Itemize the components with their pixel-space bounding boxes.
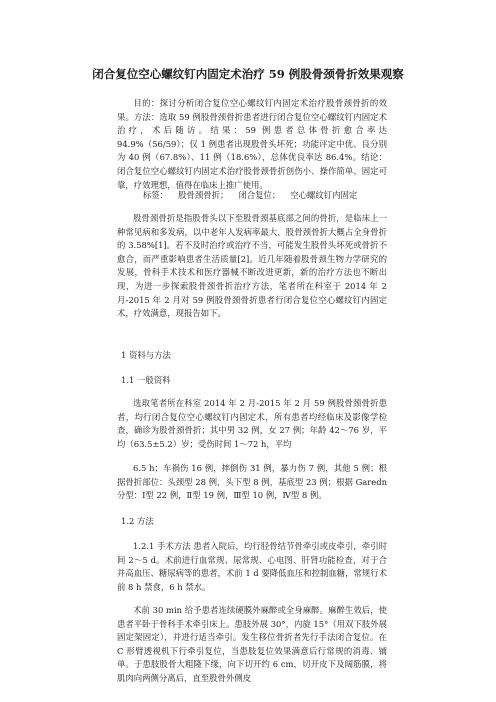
- abstract-text: 目的：探讨分析闭合复位空心螺纹钉内固定术治疗股骨颈骨折的效果。方法：选取 59 例股骨颈骨折患者进行闭合复位空心螺纹钉内固定术治疗，术后随访。结果：59 例患者总体骨折愈合率达 94.9%（56/59）；仅 1 例患者出现股骨头坏死；功能评定中优、良分别为 40 例（67.8%）、11 例（18.6%），总体优良率达 86.4%。结论：闭合复位空心螺纹钉内固定术治疗股骨颈骨折创伤小、操作简单、固定可靠，疗效理想，值得在临床上推广使用。: [117, 98, 387, 190]
- intro-text: 股骨颈骨折是指股骨头以下至股骨颈基底部之间的骨折，是临床上一种常见病和多发病，以中老年人发病率最大，股骨颈骨折大概占全身骨折的 3.58%[1]。若不及时治疗或治疗不当，可能发生股骨头坏死或骨折不愈合，而严重影响患者生活质量[2]。近几年随着股骨颈生物力学研究的发展，骨科手术技术和医疗器械不断改进更新，新的治疗方法也不断出现，为进一步探索股骨颈骨折治疗方法，笔者所在科室于 2014 年 2 月-2015 年 2 月对 59 例股骨颈骨折患者行闭合复位空心螺纹钉内固定术，疗效满意，现报告如下。: [117, 213, 387, 319]
- keywords-label: 标签：: [143, 190, 169, 200]
- method-paragraph: [117, 540, 387, 594]
- method-text: 1.2.1 手术方法 患者入院后，均行胫骨结节骨牵引或皮牵引，牵引时间 2～5 d。术前进行血常规、尿常规、心电图、肝肾功能检查，对于合并高血压、糖尿病等的患者，术前 1 d 要降低血压和控制血糖，常规行术前 8 h 禁食，6 h 禁水。: [117, 541, 387, 592]
- subsection-heading: 1.2 方法: [121, 516, 154, 526]
- intro-paragraph: [117, 212, 387, 321]
- keyword-item: 闭合复位；: [238, 190, 281, 200]
- document-title: 闭合复位空心螺纹钉内固定术治疗 59 例股骨颈骨折效果观察: [92, 67, 404, 81]
- abstract-paragraph: [117, 97, 387, 192]
- data-paragraph-continued: [117, 462, 387, 503]
- section-heading: 1 资料与方法: [121, 350, 171, 360]
- method-text-2: 术前 30 min 给予患者连续硬膜外麻醉或全身麻醉。麻醉生效后，使患者平卧于骨科手术牵引床上。患肢外展 30°，内旋 15°（用双下肢外展固定架固定），并进行适当牵引。发生移位骨折者先行手法闭合复位。在 C 形臂透视机下行牵引复位，当患肢复位效果满意后行常规的消毒、铺单。于患肢股骨大粗隆下缘，向下切开约 6 cm，切开皮下及阔筋膜，将肌肉向两侧分离后，直至股骨外侧皮: [117, 605, 387, 683]
- method-paragraph-2: [117, 604, 387, 686]
- subsection-heading: 1.1 一般资料: [121, 375, 171, 385]
- keywords-line: [117, 189, 387, 203]
- keyword-item: 股骨颈骨折；: [178, 190, 229, 200]
- data-text-2: 6.5 h；车祸伤 16 例，摔倒伤 31 例，暴力伤 7 例，其他 5 例；根据骨折部位：头颈型 28 例，头下型 8 例，基底型 23 例；根据 Garedn 分型：Ⅰ型 22 例，Ⅱ型 19 例，Ⅲ型 10 例，Ⅳ型 8 例。: [117, 463, 387, 501]
- data-text: 选取笔者所在科室 2014 年 2 月-2015 年 2 月 59 例股骨颈骨折患者，均行闭合复位空心螺纹钉内固定术，所有患者均经临床及影像学检查，确诊为股骨颈骨折；其中男 32 例，女 27 例；年龄 42～76 岁，平均（63.5±5.2）岁；受伤时间 1～72 h，平均: [117, 398, 387, 449]
- keyword-item: 空心螺纹钉内固定: [290, 190, 358, 200]
- data-paragraph: [117, 397, 387, 451]
